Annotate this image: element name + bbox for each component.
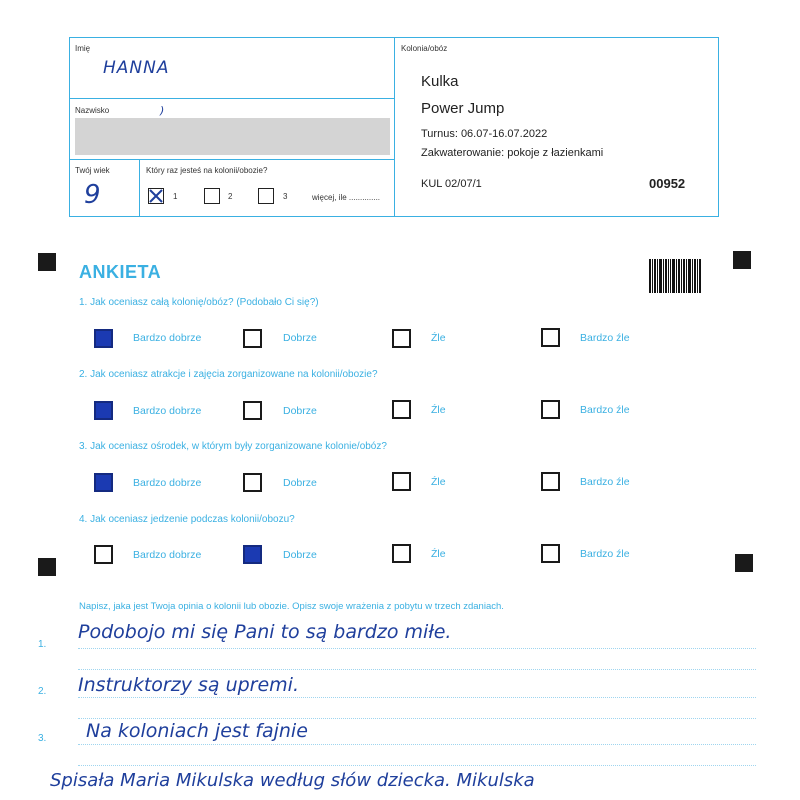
- q4-zle-checkbox[interactable]: [392, 544, 411, 563]
- registration-marker: [735, 554, 753, 572]
- kolonia-label: Kolonia/obóz: [401, 44, 448, 53]
- q4-option-label: Dobrze: [283, 549, 317, 561]
- q1-option-label: Dobrze: [283, 332, 317, 344]
- visit-3-label: 3: [283, 192, 288, 201]
- q2-bardzo-zle-checkbox[interactable]: [541, 400, 560, 419]
- visit-3-checkbox[interactable]: [258, 188, 274, 204]
- q4-dobrze-checkbox[interactable]: [243, 545, 262, 564]
- camp-code: KUL 02/07/1: [421, 178, 482, 190]
- camp-program: Power Jump: [421, 100, 505, 117]
- q2-zle-checkbox[interactable]: [392, 400, 411, 419]
- q2-option-label: Dobrze: [283, 405, 317, 417]
- transcriber-note: Spisała Maria Mikulska według słów dziecka. Mikulska: [50, 770, 535, 791]
- barcode: [649, 259, 703, 293]
- q2-bardzo-dobrze-checkbox[interactable]: [94, 401, 113, 420]
- header-divider: [69, 98, 395, 99]
- q1-dobrze-checkbox[interactable]: [243, 329, 262, 348]
- dotted-line: [78, 765, 756, 766]
- registration-marker: [38, 558, 56, 576]
- header-divider: [394, 37, 395, 217]
- line-number: 1.: [38, 639, 47, 650]
- q1-option-label: Źle: [431, 332, 446, 344]
- nazwisko-label: Nazwisko: [75, 106, 110, 115]
- q4-bardzo-zle-checkbox[interactable]: [541, 544, 560, 563]
- dotted-line: [78, 669, 756, 670]
- dotted-line: [78, 744, 756, 745]
- more-visits-label: więcej, ile ..............: [312, 193, 381, 202]
- visit-2-checkbox[interactable]: [204, 188, 220, 204]
- camp-name: Kulka: [421, 73, 459, 90]
- imie-value[interactable]: HANNA: [103, 58, 170, 78]
- dotted-line: [78, 697, 756, 698]
- q1-option-label: Bardzo dobrze: [133, 332, 202, 344]
- q3-bardzo-dobrze-checkbox[interactable]: [94, 473, 113, 492]
- visit-1-checkbox[interactable]: [148, 188, 164, 204]
- line-number: 2.: [38, 686, 47, 697]
- visit-1-label: 1: [173, 192, 178, 201]
- q2-option-label: Bardzo źle: [580, 404, 630, 416]
- question-2: 2. Jak oceniasz atrakcje i zajęcia zorganizowane na kolonii/obozie?: [79, 369, 378, 380]
- nazwisko-value[interactable]: ): [160, 104, 166, 117]
- wiek-label: Twój wiek: [75, 166, 110, 175]
- imie-label: Imię: [75, 44, 91, 53]
- visit-2-label: 2: [228, 192, 233, 201]
- header-divider: [139, 159, 140, 217]
- registration-marker: [38, 253, 56, 271]
- q1-option-label: Bardzo źle: [580, 332, 630, 344]
- q4-option-label: Bardzo dobrze: [133, 549, 202, 561]
- q4-option-label: Źle: [431, 548, 446, 560]
- header-divider: [69, 159, 395, 160]
- q2-dobrze-checkbox[interactable]: [243, 401, 262, 420]
- q3-bardzo-zle-checkbox[interactable]: [541, 472, 560, 491]
- q3-option-label: Bardzo dobrze: [133, 477, 202, 489]
- survey-title: ANKIETA: [79, 262, 162, 282]
- ktory-raz-label: Który raz jesteś na kolonii/obozie?: [146, 166, 268, 175]
- q1-bardzo-zle-checkbox[interactable]: [541, 328, 560, 347]
- question-1: 1. Jak oceniasz całą kolonię/obóz? (Podobało Ci się?): [79, 297, 319, 308]
- opinion-answer-3[interactable]: Na koloniach jest fajnie: [86, 720, 308, 742]
- q4-option-label: Bardzo źle: [580, 548, 630, 560]
- q3-option-label: Bardzo źle: [580, 476, 630, 488]
- q3-option-label: Źle: [431, 476, 446, 488]
- question-3: 3. Jak oceniasz ośrodek, w którym były zorganizowane kolonie/obóz?: [79, 441, 387, 452]
- q3-dobrze-checkbox[interactable]: [243, 473, 262, 492]
- q1-zle-checkbox[interactable]: [392, 329, 411, 348]
- q1-bardzo-dobrze-checkbox[interactable]: [94, 329, 113, 348]
- form-number: 00952: [649, 176, 686, 191]
- opinion-prompt: Napisz, jaka jest Twoja opinia o kolonii lub obozie. Opisz swoje wrażenia z pobytu w trzech zdaniach.: [79, 601, 504, 612]
- line-number: 3.: [38, 733, 47, 744]
- opinion-answer-1[interactable]: Podobojo mi się Pani to są bardzo miłe.: [78, 621, 452, 643]
- camp-accommodation: Zakwaterowanie: pokoje z łazienkami: [421, 147, 604, 159]
- q4-bardzo-dobrze-checkbox[interactable]: [94, 545, 113, 564]
- q2-option-label: Bardzo dobrze: [133, 405, 202, 417]
- opinion-answer-2[interactable]: Instruktorzy są upremi.: [78, 674, 300, 696]
- q2-option-label: Źle: [431, 404, 446, 416]
- registration-marker: [733, 251, 751, 269]
- dotted-line: [78, 718, 756, 719]
- wiek-value[interactable]: 9: [84, 180, 102, 210]
- check-mark-icon: [148, 188, 164, 204]
- redacted-surname: [75, 118, 390, 155]
- q3-zle-checkbox[interactable]: [392, 472, 411, 491]
- camp-turnus: Turnus: 06.07-16.07.2022: [421, 128, 548, 140]
- dotted-line: [78, 648, 756, 649]
- question-4: 4. Jak oceniasz jedzenie podczas kolonii/obozu?: [79, 514, 295, 525]
- q3-option-label: Dobrze: [283, 477, 317, 489]
